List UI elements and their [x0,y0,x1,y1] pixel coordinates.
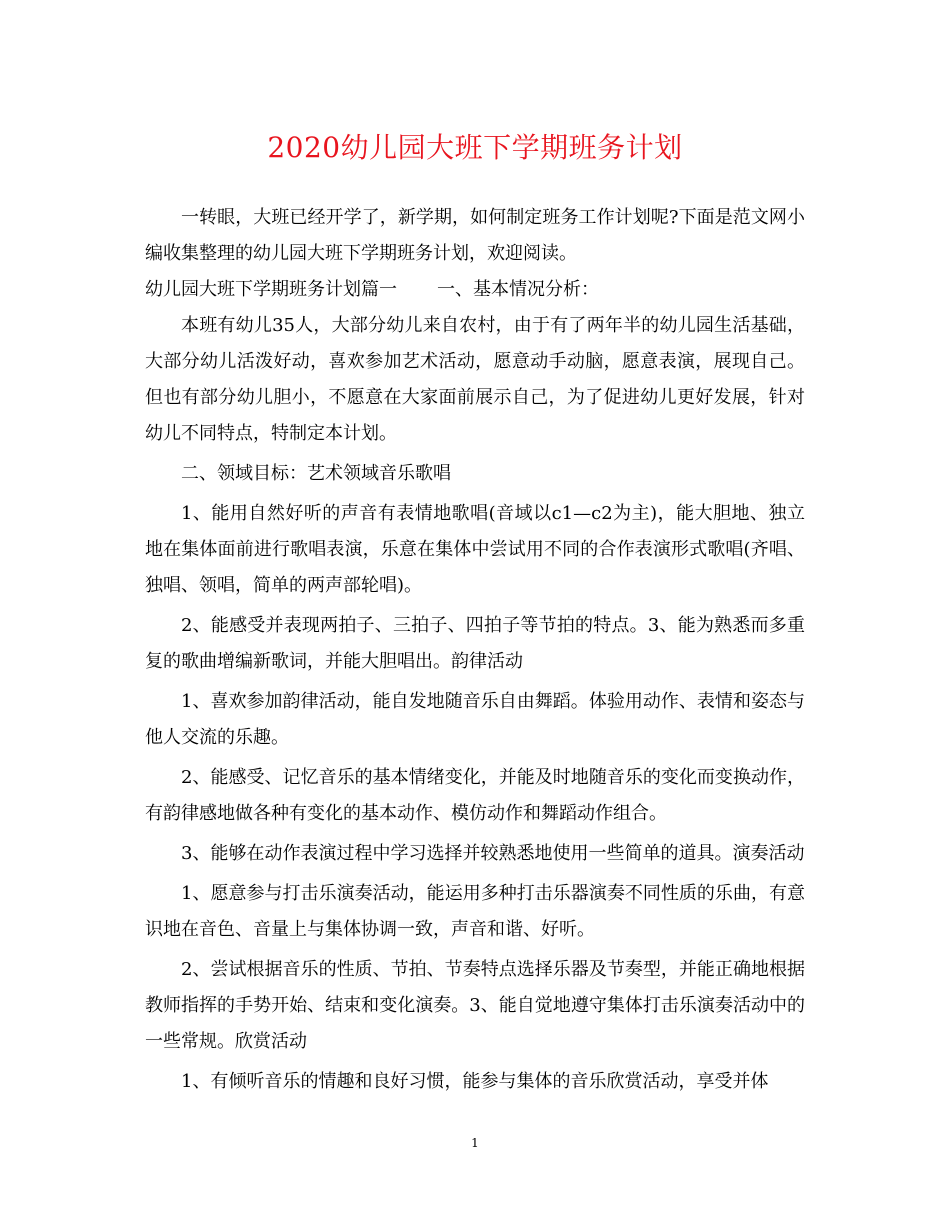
paragraph-singing-1: 1、能用自然好听的声音有表情地歌唱(音域以c1—c2为主)，能大胆地、独立地在集体面前进行歌唱表演，乐意在集体中尝试用不同的合作表演形式歌唱(齐唱、独唱、领唱，简单的两声部轮唱)。 [145,503,805,596]
page-title: 2020幼儿园大班下学期班务计划 [267,131,683,164]
intro-paragraph: 一转眼，大班已经开学了，新学期，如何制定班务工作计划呢?下面是范文网小编收集整理的幼儿园大班下学期班务计划，欢迎阅读。 [145,207,805,264]
paragraph-performance-1: 1、愿意参与打击乐演奏活动，能运用多种打击乐器演奏不同性质的乐曲，有意识地在音色、音量上与集体协调一致，声音和谐、好听。 [145,883,805,940]
paragraph-rhythm-1: 1、喜欢参加韵律活动，能自发地随音乐自由舞蹈。体验用动作、表情和姿态与他人交流的乐趣。 [145,691,805,748]
paragraph-domain-goal: 二、领域目标：艺术领域音乐歌唱 [181,463,451,484]
section-heading-subtitle: 一、基本情况分析： [437,279,599,300]
document-body [145,200,805,1100]
paragraph-performance-2: 2、尝试根据音乐的性质、节拍、节奏特点选择乐器及节奏型，并能正确地根据教师指挥的手势开始、结束和变化演奏。3、能自觉地遵守集体打击乐演奏活动中的一些常规。欣赏活动 [145,959,805,1052]
paragraph-appreciation-1: 1、有倾听音乐的情趣和良好习惯，能参与集体的音乐欣赏活动，享受并体 [181,1071,769,1092]
section-heading-title: 幼儿园大班下学期班务计划篇一 [145,279,397,300]
section-heading [145,272,805,308]
page-number: 1 [471,1136,479,1150]
paragraph-rhythm-2: 2、能感受、记忆音乐的基本情绪变化，并能及时地随音乐的变化而变换动作，有韵律感地做各种有变化的基本动作、模仿动作和舞蹈动作组合。 [145,767,805,824]
heading-spacer [397,272,437,308]
paragraph-basic-situation: 本班有幼儿35人，大部分幼儿来自农村，由于有了两年半的幼儿园生活基础，大部分幼儿活泼好动，喜欢参加艺术活动，愿意动手动脑，愿意表演，展现自己。但也有部分幼儿胆小，不愿意在大家面前展示自己，为了促进幼儿更好发展，针对幼儿不同特点，特制定本计划。 [145,315,805,444]
paragraph-singing-2: 2、能感受并表现两拍子、三拍子、四拍子等节拍的特点。3、能为熟悉而多重复的歌曲增编新歌词，并能大胆唱出。韵律活动 [145,615,805,672]
paragraph-rhythm-3: 3、能够在动作表演过程中学习选择并较熟悉地使用一些简单的道具。演奏活动 [181,843,805,864]
